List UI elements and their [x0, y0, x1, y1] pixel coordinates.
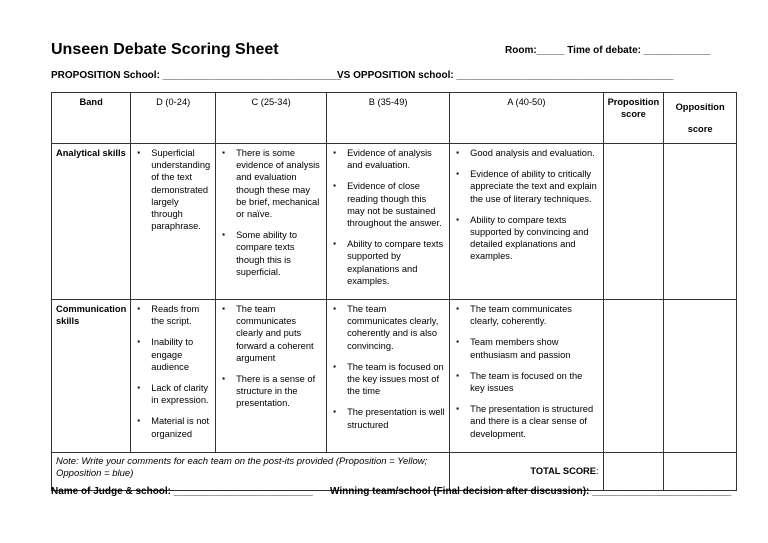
- total-score-label-cell: [450, 452, 603, 490]
- header-c: C (25-34): [216, 93, 327, 144]
- opposition-score-input[interactable]: [664, 300, 737, 453]
- page-title: Unseen Debate Scoring Sheet: [51, 41, 279, 58]
- header-proposition-score: Proposition score: [603, 93, 664, 144]
- header-b: B (35-49): [327, 93, 450, 144]
- criterion: ▪ The team is focused on the key issues most of the time: [347, 361, 445, 398]
- opposition-school-field[interactable]: VS OPPOSITION school: _______________________________________: [337, 70, 674, 81]
- header-opposition-score: Opposition score: [664, 93, 737, 144]
- criterion: ▪ The team communicates clearly and puts forward a coherent argument: [236, 303, 322, 364]
- criterion: ▪ Ability to compare texts supported by convincing and detailed explanations and examples.: [470, 214, 598, 263]
- criterion: ▪ The team is focused on the key issues: [470, 370, 598, 394]
- band-label: Analytical skills: [52, 144, 131, 300]
- criterion: ▪ Evidence of close reading though this may not be sustained throughout the answer.: [347, 180, 445, 229]
- criterion: ▪ Lack of clarity in expression.: [151, 382, 211, 406]
- criterion: ▪ Good analysis and evaluation.: [470, 147, 598, 159]
- scoring-table: [51, 92, 737, 491]
- header-band: Band: [52, 93, 131, 144]
- criterion: ▪ The presentation is structured and there is a clear sense of development.: [470, 403, 598, 440]
- band-b-cell: [327, 144, 450, 300]
- band-label: Communication skills: [52, 300, 131, 453]
- criterion: ▪ Team members show enthusiasm and passion: [470, 336, 598, 360]
- band-c-cell: [216, 144, 327, 300]
- criterion: ▪ Some ability to compare texts though this is superficial.: [236, 229, 322, 278]
- winning-team-field[interactable]: Winning team/school (Final decision after discussion): _________________________: [330, 486, 732, 497]
- band-c-cell: [216, 300, 327, 453]
- criterion: ▪ The team communicates clearly, coherently and is also convincing.: [347, 303, 445, 352]
- band-d-cell: [131, 300, 216, 453]
- band-d-cell: [131, 144, 216, 300]
- band-a-cell: [450, 144, 603, 300]
- criterion: ▪ Inability to engage audience: [151, 336, 211, 373]
- note-text: Note: Write your comments for each team on the post-its provided (Proposition = Yellow; Opposition = blue): [52, 452, 450, 490]
- criterion: ▪ The presentation is well structured: [347, 406, 445, 430]
- criterion: ▪ Ability to compare texts supported by explanations and examples.: [347, 238, 445, 287]
- proposition-total-input[interactable]: [603, 452, 664, 490]
- proposition-score-input[interactable]: [603, 300, 664, 453]
- criterion: ▪ The team communicates clearly, coherently.: [470, 303, 598, 327]
- band-b-cell: [327, 300, 450, 453]
- criterion: ▪ Superficial understanding of the text demonstrated largely through paraphrase.: [151, 147, 211, 232]
- judge-name-field[interactable]: Name of Judge & school: _________________________: [51, 486, 313, 497]
- header-d: D (0-24): [131, 93, 216, 144]
- table-row: [52, 144, 737, 300]
- room-time-field[interactable]: Room:_____ Time of debate: ____________: [505, 45, 711, 56]
- note-row: [52, 452, 737, 490]
- criterion: ▪ Evidence of ability to critically appreciate the text and explain the use of literary techniques.: [470, 168, 598, 205]
- band-a-cell: [450, 300, 603, 453]
- criterion: ▪ Reads from the script.: [151, 303, 211, 327]
- header-row: [52, 93, 737, 144]
- criterion: ▪ Material is not organized: [151, 415, 211, 439]
- opposition-total-input[interactable]: [664, 452, 737, 490]
- table-row: [52, 300, 737, 453]
- proposition-score-input[interactable]: [603, 144, 664, 300]
- opposition-score-input[interactable]: [664, 144, 737, 300]
- proposition-school-field[interactable]: PROPOSITION School: ________________________________: [51, 70, 341, 81]
- criterion: ▪ There is a sense of structure in the presentation.: [236, 373, 322, 410]
- total-colon: :: [595, 466, 599, 477]
- total-score-label: TOTAL SCORE: [530, 466, 596, 477]
- criterion: ▪ Evidence of analysis and evaluation.: [347, 147, 445, 171]
- criterion: ▪ There is some evidence of analysis and evaluation though these may be brief, mechanical or naïve.: [236, 147, 322, 220]
- header-a: A (40-50): [450, 93, 603, 144]
